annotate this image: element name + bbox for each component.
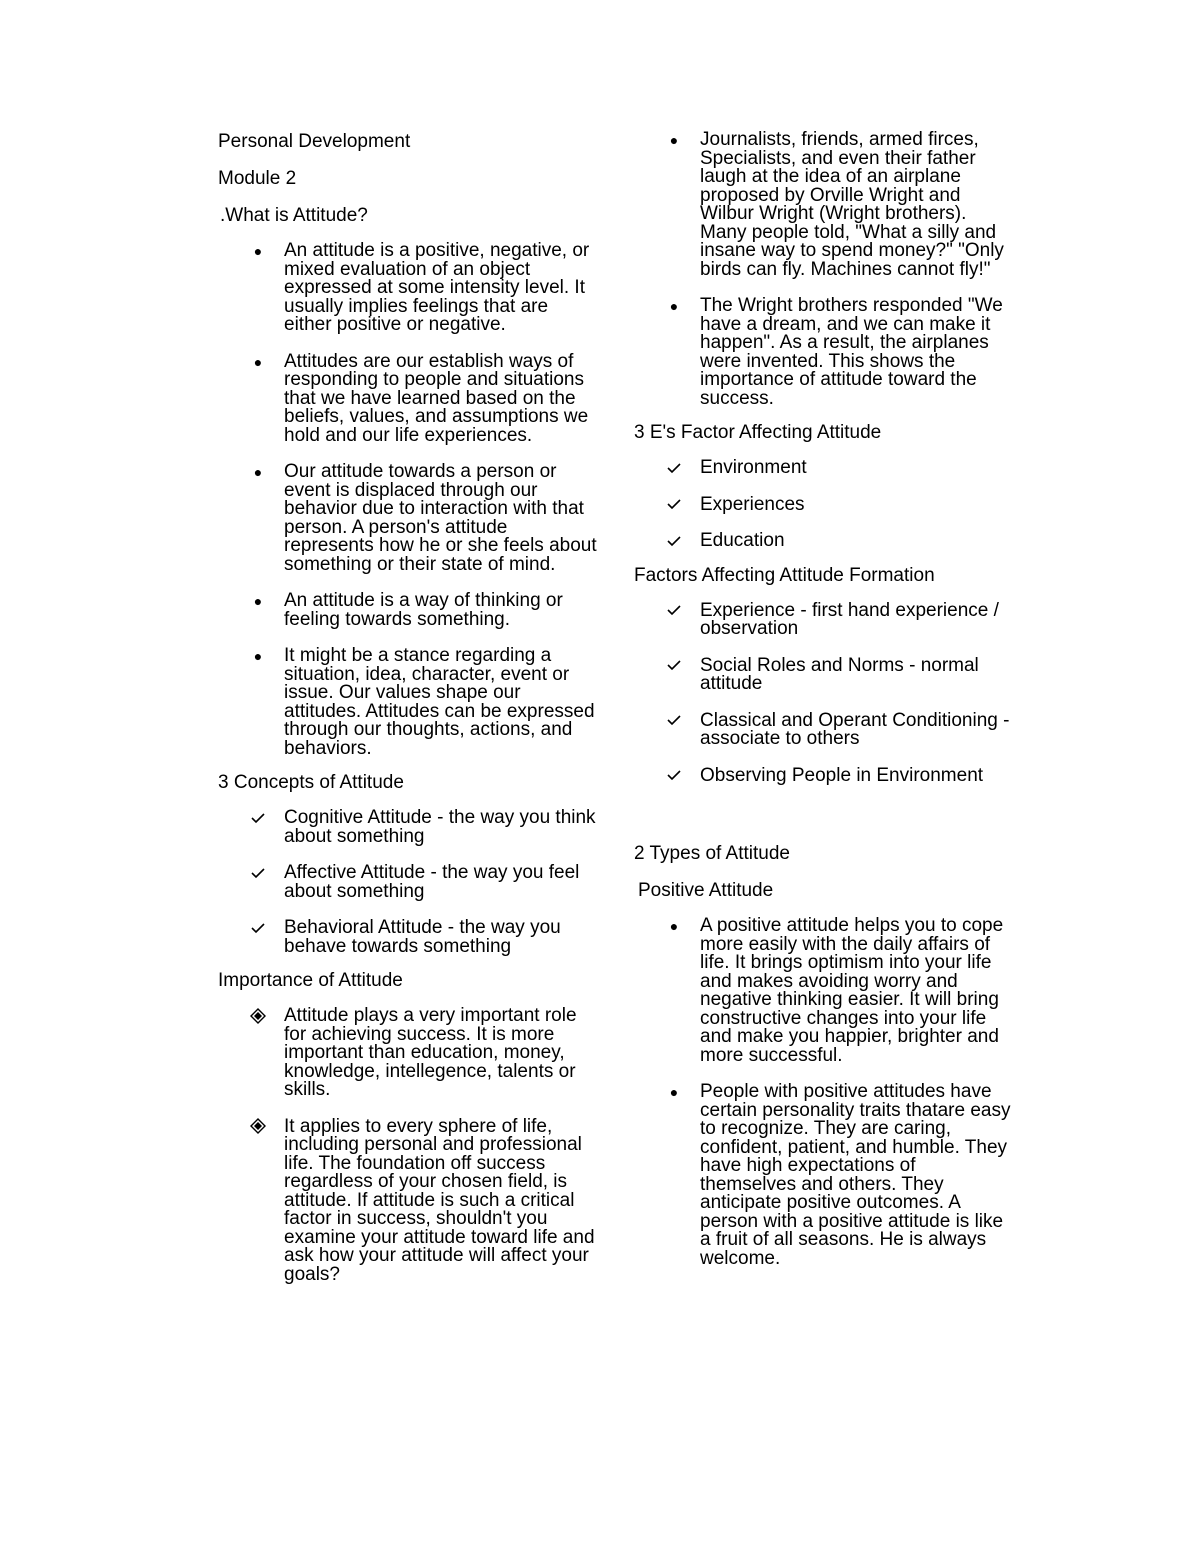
bullet-icon: ● xyxy=(253,648,263,664)
list-item: Attitude plays a very important role for achieving success. It is more important than education, money, knowledge, intellegence, talents or skills. xyxy=(218,1007,598,1100)
list-item: ● The Wright brothers responded "We have a dream, and we can make it happen". As a result, the airplanes were invented. This shows the importance of attitude toward the success. xyxy=(634,297,1014,408)
list-item: Cognitive Attitude - the way you think about something xyxy=(218,809,598,846)
list-item: Education xyxy=(634,532,1014,551)
bullet-icon: ● xyxy=(669,1084,679,1100)
left-column xyxy=(218,131,598,1302)
list-item: Affective Attitude - the way you feel about something xyxy=(218,864,598,901)
list-item: Observing People in Environment xyxy=(634,767,1014,786)
list-item: ● An attitude is a positive, negative, or mixed evaluation of an object expressed at some intensity level. It usually implies feelings that are either positive or negative. xyxy=(218,242,598,335)
section-heading-concepts: 3 Concepts of Attitude xyxy=(218,772,404,793)
module-label: Module 2 xyxy=(218,168,297,189)
list-item: Social Roles and Norms - normal attitude xyxy=(634,657,1014,694)
bullet-icon: ● xyxy=(253,243,263,259)
formation-list xyxy=(634,599,1014,786)
bullet-icon: ● xyxy=(253,353,263,370)
list-item: Behavioral Attitude - the way you behave towards something xyxy=(218,919,598,956)
list-item: Classical and Operant Conditioning - associate to others xyxy=(634,712,1014,749)
checkmark-icon xyxy=(664,657,684,676)
diamond-bullet-icon xyxy=(248,1007,268,1026)
checkmark-icon xyxy=(664,532,684,551)
list-item: Environment xyxy=(634,459,1014,478)
checkmark-icon xyxy=(248,864,268,883)
checkmark-icon xyxy=(248,809,268,828)
list-item: ● A positive attitude helps you to cope more easily with the daily affairs of life. It brings optimism into your life and makes avoiding worry and negative thinking easier. It will bring constructive changes into your life and make you happier, brighter and more successful. xyxy=(634,917,1014,1065)
bullet-icon: ● xyxy=(669,132,679,148)
positive-attitude-list xyxy=(634,917,1014,1268)
checkmark-icon xyxy=(248,919,268,938)
bullet-icon: ● xyxy=(669,298,679,314)
list-item: ● Attitudes are our establish ways of responding to people and situations that we have learned based on the beliefs, values, and assumptions we hold and our life experiences. xyxy=(218,353,598,446)
list-item: It applies to every sphere of life, including personal and professional life. The foundation off success regardless of your chosen field, is attitude. If attitude is such a critical factor in success, shouldn't you examine your attitude toward life and ask how your attitude will affect your goals? xyxy=(218,1118,598,1285)
list-item: ● People with positive attitudes have certain personality traits thatare easy to recognize. They are caring, confident, patient, and humble. They have high expectations of themselves and others. They anticipate positive outcomes. A person with a positive attitude is like a fruit of all seasons. He is always welcome. xyxy=(634,1083,1014,1268)
checkmark-icon xyxy=(664,496,684,515)
checkmark-icon xyxy=(664,602,684,621)
section-heading-positive: Positive Attitude xyxy=(638,880,774,901)
right-column xyxy=(634,131,1014,1286)
section-heading-types: 2 Types of Attitude xyxy=(634,843,790,864)
concepts-list xyxy=(218,809,598,956)
checkmark-icon xyxy=(664,767,684,786)
bullet-icon: ● xyxy=(253,593,263,609)
attitude-definition-list xyxy=(218,242,598,758)
importance-list xyxy=(218,1007,598,1284)
bullet-icon: ● xyxy=(669,918,679,934)
list-item: Experience - first hand experience / observation xyxy=(634,602,1014,639)
list-item: ● It might be a stance regarding a situation, idea, character, event or issue. Our values shape our attitudes. Attitudes can be expressed through our thoughts, actions, and behaviors. xyxy=(218,647,598,758)
wright-brothers-list xyxy=(634,131,1014,408)
checkmark-icon xyxy=(664,712,684,731)
checkmark-icon xyxy=(664,459,684,478)
section-heading-three-es: 3 E's Factor Affecting Attitude xyxy=(634,422,882,443)
list-item: ● Journalists, friends, armed firces, Specialists, and even their father laugh at the idea of an airplane proposed by Orville Wright and Wilbur Wright (Wright brothers). Many people told, "What a silly and insane way to spend money?" "Only birds can fly. Machines cannot fly!" xyxy=(634,131,1014,279)
bullet-icon: ● xyxy=(253,464,263,480)
section-heading-what-is-attitude: .What is Attitude? xyxy=(220,205,368,226)
diamond-bullet-icon xyxy=(248,1118,268,1137)
three-es-list xyxy=(634,459,1014,551)
list-item: Experiences xyxy=(634,496,1014,515)
section-heading-importance: Importance of Attitude xyxy=(218,970,403,991)
section-heading-formation: Factors Affecting Attitude Formation xyxy=(634,564,935,586)
list-item: ● An attitude is a way of thinking or feeling towards something. xyxy=(218,592,598,629)
document-title: Personal Development xyxy=(218,131,411,152)
list-item: ● Our attitude towards a person or event is displaced through our behavior due to interaction with that person. A person's attitude represents how he or she feels about something or their state of mind. xyxy=(218,463,598,574)
